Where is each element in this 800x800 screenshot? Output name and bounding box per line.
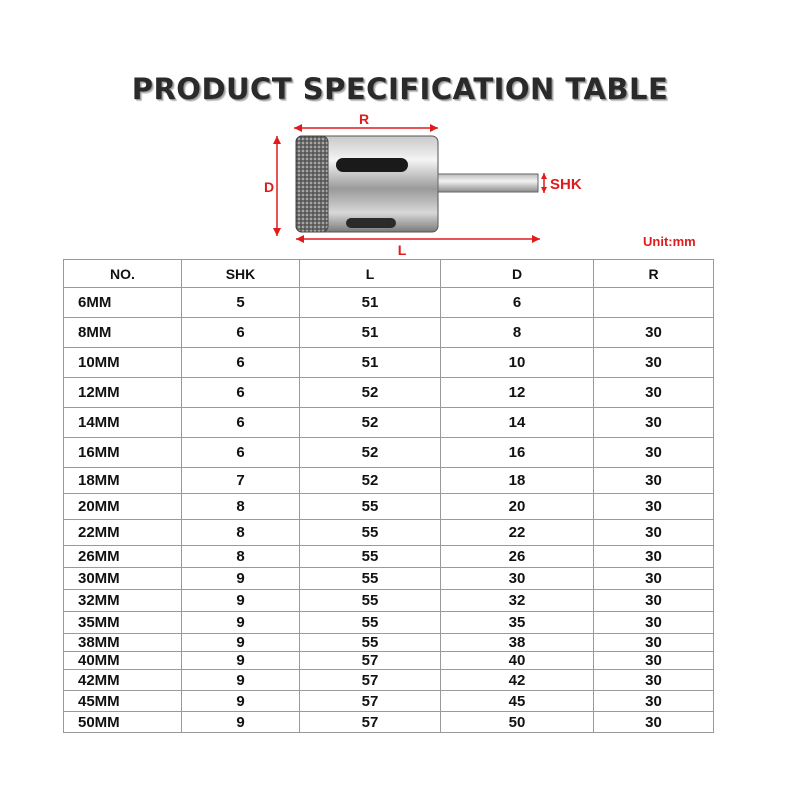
cell-no: 32MM — [64, 590, 182, 612]
cell-d: 6 — [441, 288, 594, 318]
cell-no: 12MM — [64, 378, 182, 408]
cell-l: 55 — [300, 634, 441, 652]
cell-l: 52 — [300, 378, 441, 408]
cell-l: 57 — [300, 652, 441, 670]
cell-no: 6MM — [64, 288, 182, 318]
cell-l: 52 — [300, 468, 441, 494]
cell-r: 30 — [594, 494, 714, 520]
cell-l: 51 — [300, 348, 441, 378]
cell-no: 22MM — [64, 520, 182, 546]
table-row — [64, 408, 714, 438]
cell-no: 18MM — [64, 468, 182, 494]
cell-r: 30 — [594, 520, 714, 546]
cell-no: 26MM — [64, 546, 182, 568]
cell-r: 30 — [594, 348, 714, 378]
table-row — [64, 468, 714, 494]
cell-d: 45 — [441, 691, 594, 712]
table-row — [64, 520, 714, 546]
cell-d: 38 — [441, 634, 594, 652]
cell-shk: 7 — [182, 468, 300, 494]
d-dimension-arrow — [273, 136, 281, 236]
cell-r: 30 — [594, 408, 714, 438]
cell-no: 8MM — [64, 318, 182, 348]
cell-r: 30 — [594, 634, 714, 652]
l-label: L — [397, 242, 407, 258]
cell-shk: 6 — [182, 318, 300, 348]
cell-shk: 6 — [182, 348, 300, 378]
page-title: PRODUCT SPECIFICATION TABLE — [131, 72, 669, 106]
header-no: NO. — [64, 260, 182, 288]
table-row — [64, 612, 714, 634]
cell-d: 42 — [441, 670, 594, 691]
cell-d: 22 — [441, 520, 594, 546]
cell-d: 16 — [441, 438, 594, 468]
cell-l: 55 — [300, 520, 441, 546]
cell-shk: 8 — [182, 546, 300, 568]
cell-d: 30 — [441, 568, 594, 590]
shk-dimension-arrow — [541, 173, 547, 193]
table-row — [64, 652, 714, 670]
table-row — [64, 590, 714, 612]
cell-l: 55 — [300, 546, 441, 568]
table-row — [64, 378, 714, 408]
cell-r: 30 — [594, 712, 714, 733]
cell-shk: 9 — [182, 670, 300, 691]
r-label: R — [358, 111, 370, 127]
cell-no: 10MM — [64, 348, 182, 378]
cell-d: 12 — [441, 378, 594, 408]
cell-r: 30 — [594, 468, 714, 494]
cell-r: 30 — [594, 438, 714, 468]
table-row — [64, 691, 714, 712]
table-row — [64, 634, 714, 652]
unit-label: Unit:mm — [643, 234, 696, 249]
cell-shk: 9 — [182, 652, 300, 670]
cell-d: 26 — [441, 546, 594, 568]
cell-d: 10 — [441, 348, 594, 378]
cell-shk: 9 — [182, 691, 300, 712]
shk-label: SHK — [550, 176, 582, 193]
cell-d: 8 — [441, 318, 594, 348]
cell-d: 32 — [441, 590, 594, 612]
cell-r — [594, 288, 714, 318]
cell-no: 20MM — [64, 494, 182, 520]
cell-r: 30 — [594, 546, 714, 568]
header-r: R — [594, 260, 714, 288]
drill-bit-image — [296, 136, 538, 232]
cell-shk: 9 — [182, 568, 300, 590]
cell-no: 35MM — [64, 612, 182, 634]
l-dimension-arrow — [296, 235, 540, 243]
specification-table — [63, 259, 714, 733]
cell-shk: 6 — [182, 378, 300, 408]
cell-l: 55 — [300, 568, 441, 590]
cell-r: 30 — [594, 652, 714, 670]
cell-no: 42MM — [64, 670, 182, 691]
header-d: D — [441, 260, 594, 288]
cell-no: 38MM — [64, 634, 182, 652]
table-row — [64, 546, 714, 568]
cell-shk: 9 — [182, 712, 300, 733]
cell-no: 30MM — [64, 568, 182, 590]
header-shk: SHK — [182, 260, 300, 288]
cell-r: 30 — [594, 612, 714, 634]
table-row — [64, 494, 714, 520]
cell-shk: 5 — [182, 288, 300, 318]
cell-d: 40 — [441, 652, 594, 670]
table-row — [64, 670, 714, 691]
cell-d: 35 — [441, 612, 594, 634]
cell-shk: 9 — [182, 634, 300, 652]
cell-no: 45MM — [64, 691, 182, 712]
cell-l: 52 — [300, 408, 441, 438]
cell-l: 57 — [300, 670, 441, 691]
table-row — [64, 288, 714, 318]
cell-l: 51 — [300, 288, 441, 318]
cell-shk: 8 — [182, 520, 300, 546]
table-row — [64, 318, 714, 348]
cell-d: 18 — [441, 468, 594, 494]
cell-shk: 6 — [182, 438, 300, 468]
cell-r: 30 — [594, 378, 714, 408]
table-row — [64, 568, 714, 590]
cell-no: 16MM — [64, 438, 182, 468]
cell-r: 30 — [594, 590, 714, 612]
cell-l: 55 — [300, 612, 441, 634]
cell-no: 50MM — [64, 712, 182, 733]
cell-l: 57 — [300, 691, 441, 712]
cell-l: 57 — [300, 712, 441, 733]
cell-d: 14 — [441, 408, 594, 438]
d-label: D — [263, 179, 275, 195]
cell-r: 30 — [594, 318, 714, 348]
table-row — [64, 712, 714, 733]
cell-shk: 9 — [182, 590, 300, 612]
cell-shk: 9 — [182, 612, 300, 634]
cell-l: 55 — [300, 494, 441, 520]
cell-d: 20 — [441, 494, 594, 520]
cell-no: 40MM — [64, 652, 182, 670]
cell-d: 50 — [441, 712, 594, 733]
header-l: L — [300, 260, 441, 288]
table-header-row — [64, 260, 714, 288]
cell-l: 55 — [300, 590, 441, 612]
cell-shk: 8 — [182, 494, 300, 520]
cell-no: 14MM — [64, 408, 182, 438]
cell-r: 30 — [594, 691, 714, 712]
table-row — [64, 348, 714, 378]
cell-r: 30 — [594, 670, 714, 691]
cell-shk: 6 — [182, 408, 300, 438]
cell-l: 51 — [300, 318, 441, 348]
cell-r: 30 — [594, 568, 714, 590]
cell-l: 52 — [300, 438, 441, 468]
table-row — [64, 438, 714, 468]
